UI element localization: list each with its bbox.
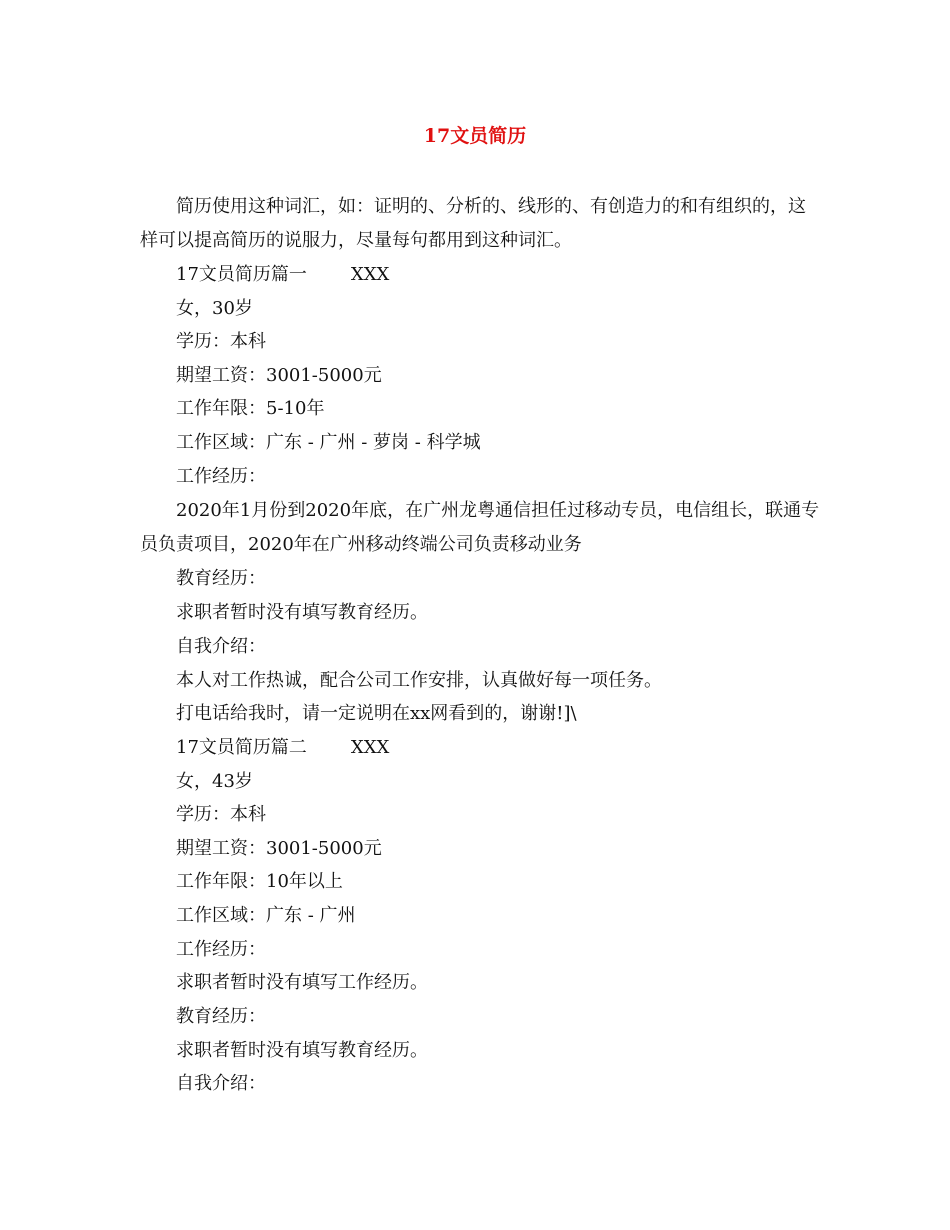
resume1-education-label: 教育经历：: [176, 568, 266, 589]
resume2-salary: 期望工资：3001-5000元: [176, 838, 382, 859]
resume1-area: 工作区域：广东 - 广州 - 萝岗 - 科学城: [176, 432, 481, 453]
resume2-area: 工作区域：广东 - 广州: [176, 905, 356, 926]
resume1-self-intro: 本人对工作热诚，配合公司工作安排，认真做好每一项任务。: [176, 670, 662, 691]
resume1-salary: 期望工资：3001-5000元: [176, 365, 382, 386]
resume1-heading: 17文员简历篇一: [176, 264, 307, 285]
intro-paragraph: 简历使用这种词汇，如：证明的、分析的、线形的、有创造力的和有组织的，这样可以提高简历的说服力，尽量每句都用到这种词汇。: [140, 196, 806, 251]
resume2-name: XXX: [350, 737, 390, 758]
resume2-education-label: 教育经历：: [176, 1006, 266, 1027]
resume2-heading: 17文员简历篇二: [176, 737, 307, 758]
resume2-experience-detail: 求职者暂时没有填写工作经历。: [176, 972, 428, 993]
resume1-contact: 打电话给我时，请一定说明在xx网看到的，谢谢!]\: [176, 703, 577, 724]
resume1-experience-label: 工作经历：: [176, 466, 266, 487]
resume1-education-detail: 求职者暂时没有填写教育经历。: [176, 602, 428, 623]
resume1-experience: 2020年1月份到2020年底，在广州龙粤通信担任过移动专员，电信组长，联通专员负责项目，2020年在广州移动终端公司负责移动业务: [140, 500, 820, 555]
resume2-gender-age: 女，43岁: [176, 771, 253, 792]
resume1-years: 工作年限：5-10年: [176, 398, 325, 419]
resume2-years: 工作年限：10年以上: [176, 871, 343, 892]
resume1-name: XXX: [350, 264, 390, 285]
page-title: 17文员简历: [423, 125, 527, 147]
resume2-heading-line: [140, 731, 820, 765]
resume2-self-label: 自我介绍：: [176, 1073, 266, 1094]
resume2-experience-label: 工作经历：: [176, 939, 266, 960]
resume1-education: 学历：本科: [176, 331, 266, 352]
resume1-self-label: 自我介绍：: [176, 636, 266, 657]
resume1-gender-age: 女，30岁: [176, 298, 253, 319]
resume2-education-detail: 求职者暂时没有填写教育经历。: [176, 1040, 428, 1061]
resume2-education: 学历：本科: [176, 804, 266, 825]
resume1-heading-line: [140, 258, 820, 292]
